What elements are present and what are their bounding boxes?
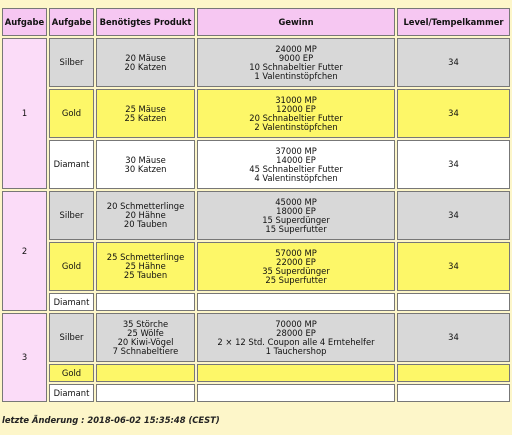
- produkt-line: 20 Tauben: [123, 219, 168, 229]
- produkt-cell: [96, 242, 195, 291]
- produkt-cell: [96, 293, 195, 311]
- gewinn-line: 45000 MP: [275, 196, 317, 207]
- table-row: [2, 313, 510, 362]
- tier-cell: Diamant: [49, 293, 94, 311]
- level-cell: [397, 364, 510, 382]
- gewinn-line: 25 Superfutter: [265, 274, 327, 285]
- gewinn-line: 14000 EP: [276, 154, 316, 165]
- header-aufgabe-tier: Aufgabe: [49, 8, 94, 36]
- produkt-line: 25 Wölfe: [127, 327, 164, 338]
- header-gewinn: Gewinn: [197, 8, 395, 36]
- aufgabe-number-cell: 1: [2, 38, 47, 189]
- gewinn-line: 70000 MP: [275, 318, 317, 329]
- produkt-line: 30 Katzen: [124, 163, 167, 174]
- aufgabe-number-cell: 3: [2, 313, 47, 402]
- gewinn-line: 28000 EP: [276, 327, 316, 338]
- gewinn-line: 2 Valentinstöpfchen: [254, 121, 338, 132]
- gewinn-cell: [197, 364, 395, 382]
- level-cell: [397, 293, 510, 311]
- gewinn-cell: [197, 384, 395, 402]
- produkt-line: 25 Hähne: [125, 261, 166, 271]
- produkt-line: 20 Mäuse: [125, 52, 166, 63]
- header-level: Level/Tempelkammer: [397, 8, 510, 36]
- gewinn-line: 10 Schnabeltier Futter: [249, 61, 343, 72]
- gewinn-line: 20 Schnabeltier Futter: [249, 112, 343, 123]
- produkt-cell: [96, 89, 195, 138]
- level-cell: 34: [397, 89, 510, 138]
- gewinn-cell: [197, 293, 395, 311]
- produkt-cell: [96, 140, 195, 189]
- produkt-line: 25 Katzen: [124, 112, 167, 123]
- produkt-line: 7 Schnabeltiere: [112, 345, 179, 356]
- gewinn-line: 18000 EP: [276, 205, 316, 216]
- gewinn-cell: [197, 140, 395, 189]
- aufgabe-number-cell: 2: [2, 191, 47, 311]
- produkt-cell: [96, 384, 195, 402]
- produkt-line: 20 Hähne: [125, 210, 166, 220]
- gewinn-line: 1 Tauchershop: [265, 345, 327, 356]
- produkt-line: 25 Mäuse: [125, 103, 166, 114]
- produkt-line: 20 Katzen: [124, 61, 167, 72]
- gewinn-line: 2 × 12 Std. Coupon alle 4 Erntehelfer: [217, 336, 375, 347]
- gewinn-line: 1 Valentinstöpfchen: [254, 70, 338, 81]
- table-row: [2, 364, 510, 382]
- table-row: [2, 384, 510, 402]
- produkt-line: 20 Schmetterlinge: [106, 201, 185, 211]
- gewinn-cell: [197, 242, 395, 291]
- gewinn-line: 35 Superdünger: [262, 265, 330, 276]
- header-produkt: Benötigtes Produkt: [96, 8, 195, 36]
- gewinn-line: 4 Valentinstöpfchen: [254, 172, 338, 183]
- last-modified-note: letzte Änderung : 2018-06-02 15:35:48 (CEST): [2, 415, 220, 425]
- table-row: [2, 38, 510, 87]
- produkt-line: 20 Kiwi-Vögel: [117, 336, 174, 347]
- tier-cell: Gold: [49, 89, 94, 138]
- table-body: [2, 38, 510, 402]
- tier-cell: Silber: [49, 38, 94, 87]
- level-cell: 34: [397, 38, 510, 87]
- produkt-line: 25 Tauben: [123, 270, 168, 280]
- gewinn-line: 37000 MP: [275, 145, 317, 156]
- produkt-cell: [96, 364, 195, 382]
- level-cell: 34: [397, 140, 510, 189]
- produkt-line: 30 Mäuse: [125, 154, 166, 165]
- gewinn-line: 24000 MP: [275, 43, 317, 54]
- tier-cell: Gold: [49, 242, 94, 291]
- quest-table: [0, 6, 512, 404]
- level-cell: 34: [397, 242, 510, 291]
- gewinn-cell: [197, 191, 395, 240]
- tier-cell: Diamant: [49, 140, 94, 189]
- produkt-cell: [96, 191, 195, 240]
- produkt-line: 25 Schmetterlinge: [106, 252, 185, 262]
- gewinn-line: 15 Superdünger: [262, 214, 330, 225]
- tier-cell: Silber: [49, 191, 94, 240]
- table-row: [2, 89, 510, 138]
- gewinn-line: 57000 MP: [275, 247, 317, 258]
- table-row: [2, 140, 510, 189]
- table-row: [2, 191, 510, 240]
- gewinn-line: 31000 MP: [275, 94, 317, 105]
- produkt-cell: [96, 313, 195, 362]
- gewinn-cell: [197, 38, 395, 87]
- gewinn-line: 12000 EP: [276, 103, 316, 114]
- gewinn-line: 15 Superfutter: [265, 223, 327, 234]
- level-cell: [397, 384, 510, 402]
- tier-cell: Gold: [49, 364, 94, 382]
- gewinn-cell: [197, 313, 395, 362]
- table-row: [2, 293, 510, 311]
- header-aufgabe: Aufgabe: [2, 8, 47, 36]
- tier-cell: Diamant: [49, 384, 94, 402]
- header-row: [2, 8, 510, 36]
- produkt-cell: [96, 38, 195, 87]
- table-row: [2, 242, 510, 291]
- produkt-line: 35 Störche: [122, 318, 169, 329]
- tier-cell: Silber: [49, 313, 94, 362]
- level-cell: 34: [397, 191, 510, 240]
- gewinn-line: 22000 EP: [276, 256, 316, 267]
- gewinn-line: 9000 EP: [278, 52, 314, 63]
- level-cell: 34: [397, 313, 510, 362]
- gewinn-line: 45 Schnabeltier Futter: [249, 163, 343, 174]
- gewinn-cell: [197, 89, 395, 138]
